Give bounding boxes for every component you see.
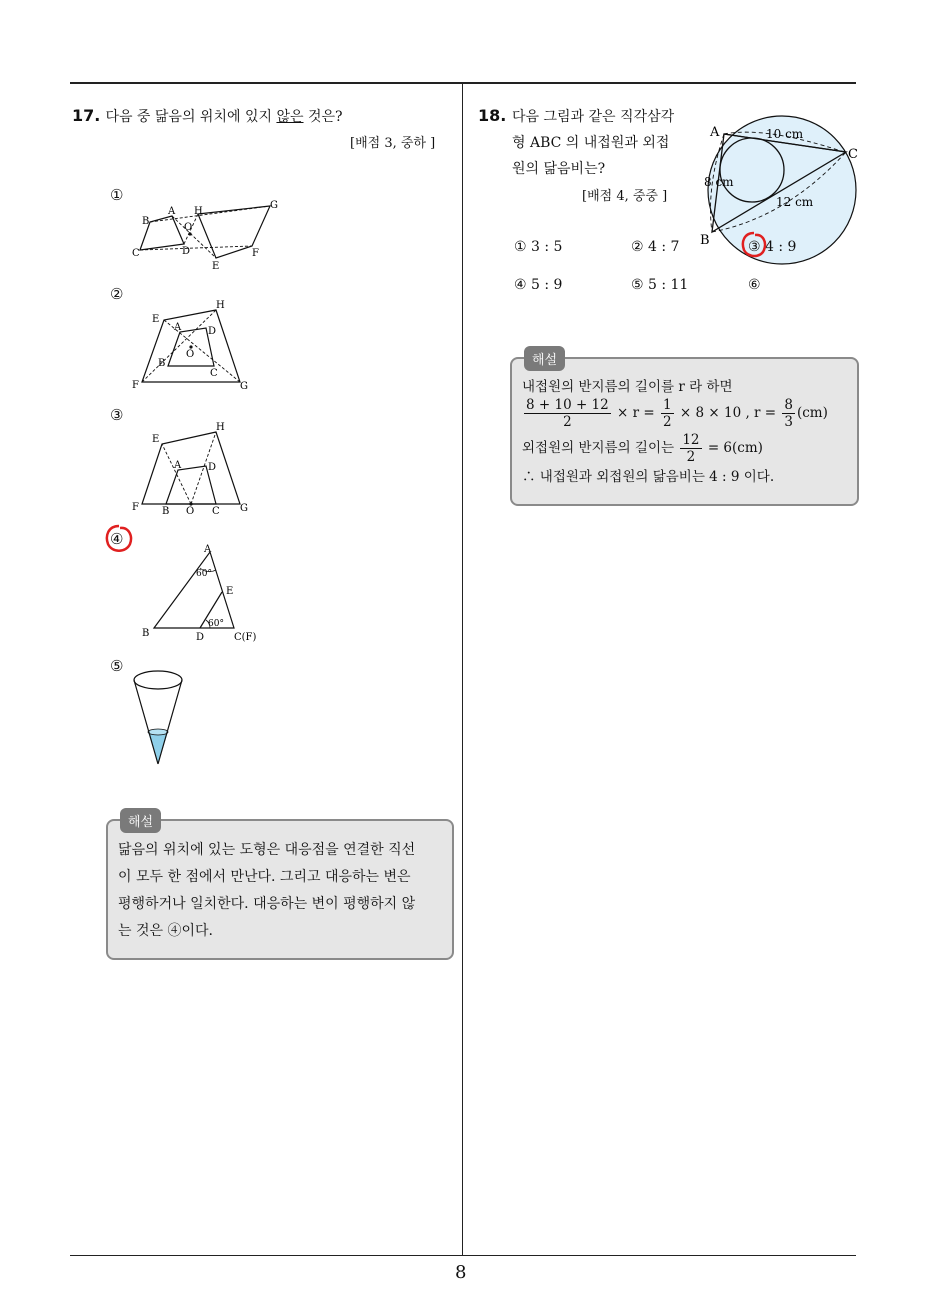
q17-figure-4 [138, 540, 268, 644]
q17-figure-1 [128, 196, 288, 274]
page-number: 8 [455, 1262, 467, 1283]
svg-text:H: H [216, 422, 225, 433]
svg-text:D: D [208, 462, 217, 473]
q17-option-3[interactable]: ③ [110, 406, 124, 424]
q17-figure-5-cone [128, 666, 188, 770]
svg-text:O: O [186, 349, 195, 360]
svg-text:B: B [162, 506, 170, 517]
fig4-angle-1: 60° [196, 569, 212, 579]
q18-label-c: C [848, 147, 858, 162]
sol18-line3: 외접원의 반지름의 길이는 $\frac{12}{2}$ = 6(cm) [522, 432, 763, 465]
answer-mark-q17 [102, 522, 136, 556]
svg-text:G: G [240, 381, 248, 390]
svg-text:A: A [174, 460, 182, 471]
q18-option-1[interactable]: ① 3 : 5 [514, 239, 563, 255]
answer-mark-q18 [738, 229, 770, 261]
sol18-line1: 내접원의 반지름의 길이를 r 라 하면 [522, 379, 733, 395]
column-divider [462, 84, 463, 1256]
fig1-label-c: C [132, 248, 140, 259]
svg-text:F: F [132, 380, 139, 390]
q18-solution-text [522, 377, 852, 489]
svg-text:E: E [152, 434, 160, 445]
q18-option-4[interactable]: ④ 5 : 9 [514, 277, 563, 293]
fig1-label-h: H [194, 206, 203, 217]
q18-label-ac: 10 cm [766, 127, 804, 141]
q18-option-3[interactable]: ③ 4 : 9 [748, 239, 797, 255]
fig1-label-e: E [212, 261, 220, 272]
fig1-label-b: B [142, 216, 150, 227]
q18-option-6[interactable]: ⑥ [748, 277, 761, 293]
q17-text: 다음 중 닮음의 위치에 있지 않은 것은? [105, 109, 343, 125]
sol18-line2: $\frac{8 + 10 + 12}{2}$ × r = $\frac{1}{2}$ × 8 × 10 , r = $\frac{8}{3}$ (cm) [526, 397, 828, 430]
svg-text:G: G [240, 503, 248, 514]
q17-option-1[interactable]: ① [110, 186, 124, 204]
fig4-angle-2: 60° [208, 619, 224, 629]
q18-option-2[interactable]: ② 4 : 7 [631, 239, 680, 255]
fig4-label-b: B [142, 628, 150, 639]
fig4-label-e: E [226, 586, 234, 597]
q17-option-4[interactable]: ④ [110, 530, 124, 548]
q17-option-5[interactable]: ⑤ [110, 657, 124, 675]
fig1-label-f: F [252, 248, 259, 259]
svg-text:H: H [216, 300, 225, 311]
q17-figure-3 [128, 418, 258, 518]
q18-label-b: B [700, 233, 710, 248]
sol18-line4: ∴ 내접원과 외접원의 닮음비는 4 : 9 이다. [522, 469, 775, 485]
q17-number: 17. [72, 106, 101, 125]
svg-text:D: D [208, 326, 217, 337]
svg-text:B: B [158, 358, 166, 369]
svg-text:C: C [210, 368, 218, 379]
q18-number: 18. [478, 106, 507, 125]
svg-text:E: E [152, 314, 160, 325]
svg-text:O: O [186, 506, 195, 517]
fig4-label-d: D [196, 632, 205, 643]
q17-solution-text: 닮음의 위치에 있는 도형은 대응점을 연결한 직선 이 모두 한 점에서 만난다. 그리고 대응하는 변은 평행하거나 일치한다. 대응하는 변이 평행하지 않 는 것은 ④이다. [118, 842, 416, 939]
svg-text:F: F [132, 502, 139, 513]
fig1-label-o: O [184, 222, 193, 233]
q18-label-bc: 12 cm [776, 195, 814, 209]
fig1-label-d: D [182, 246, 191, 257]
fig1-label-g: G [270, 200, 278, 211]
q18-solution-tag: 해설 [524, 346, 565, 371]
q17-header [72, 104, 343, 130]
q17-figure-2 [128, 298, 258, 390]
q18-label-ab: 8 cm [704, 175, 734, 189]
q18-label-a: A [710, 125, 720, 140]
q18-text: 다음 그림과 같은 직각삼각 형 ABC 의 내접원과 외접 원의 닮음비는? [512, 109, 675, 177]
q18-score: [배점 4, 중중 ] [582, 189, 668, 204]
svg-text:A: A [174, 322, 182, 333]
q17-score: [배점 3, 중하 ] [350, 136, 436, 151]
q17-option-2[interactable]: ② [110, 285, 124, 303]
bottom-rule [70, 1255, 856, 1256]
top-rule [70, 82, 856, 84]
fig1-label-a: A [168, 206, 176, 217]
q17-solution-box [106, 815, 454, 960]
svg-text:C: C [212, 506, 220, 517]
q18-solution-box [510, 353, 859, 506]
q18-option-5[interactable]: ⑤ 5 : 11 [631, 277, 689, 293]
q17-solution-tag: 해설 [120, 808, 161, 833]
fig4-label-a: A [204, 544, 212, 555]
fig4-label-cf: C(F) [234, 632, 257, 643]
